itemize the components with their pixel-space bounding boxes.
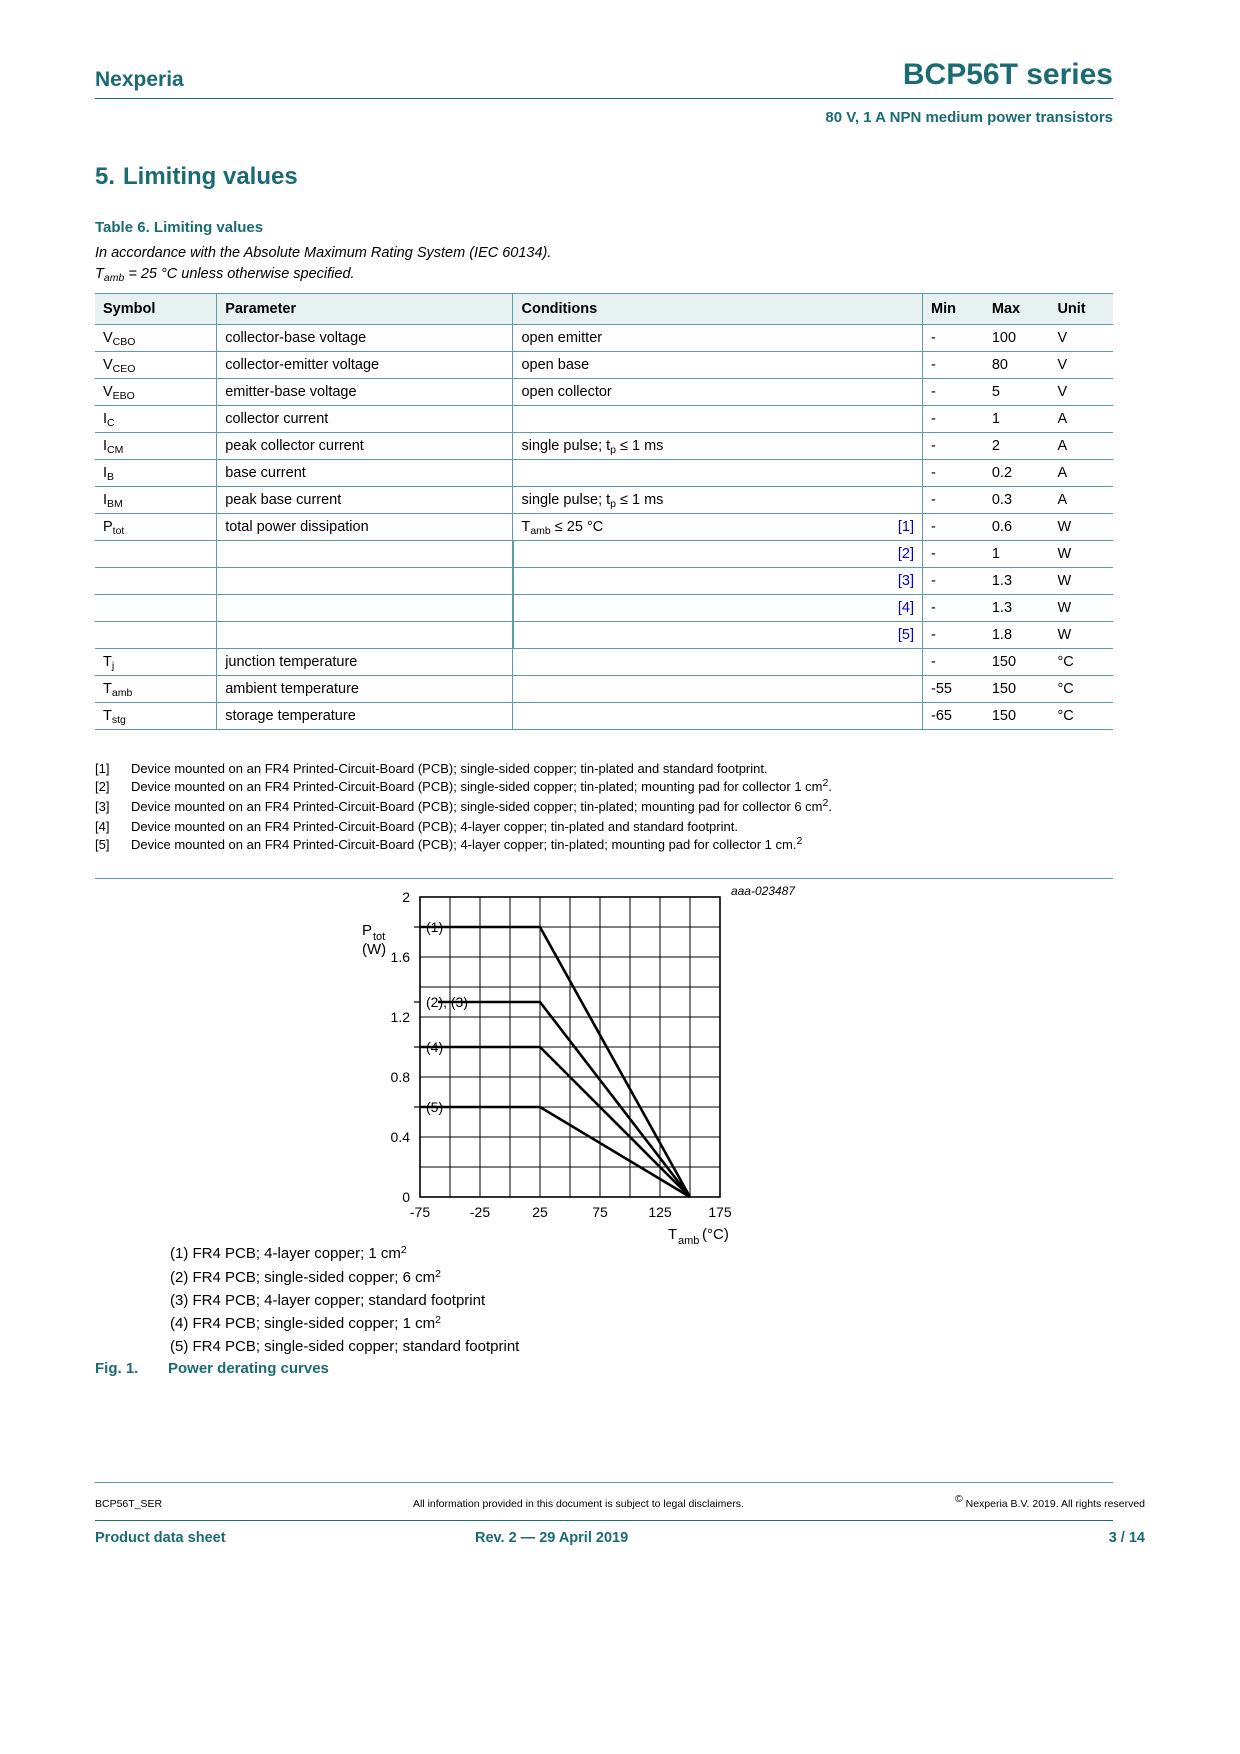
cell-unit: A [1049,487,1113,514]
table-row [95,649,1113,676]
cell-parameter: emitter-base voltage [217,379,513,406]
cell-unit: W [1049,622,1113,649]
cell-symbol [95,595,217,622]
cell-symbol [95,622,217,649]
footnote-ref-link[interactable]: [4] [857,595,923,622]
cell-unit: A [1049,406,1113,433]
table-row [95,406,1113,433]
cell-conditions [513,406,857,433]
x-axis-tick-label: 175 [708,1204,732,1220]
section-number: 5. [95,163,116,190]
cell-max: 2 [984,433,1050,460]
table-row [95,595,1113,622]
y-axis-tick-label: 1.2 [390,1009,410,1025]
page-title [95,163,298,191]
cell-min: - [922,568,983,595]
legend-item: (1) FR4 PCB; 4-layer copper; 1 $cm^2$ [170,1244,407,1262]
footer-doctype: Product data sheet [95,1530,226,1546]
cell-min: - [922,541,983,568]
cell-parameter: total power dissipation [217,514,513,541]
table-note-conditions: $T_{amb} = 25$ °C unless otherwise specified. [95,266,355,284]
cell-min: - [922,433,983,460]
cell-symbol [95,568,217,595]
cell-symbol: $T_{stg}$ [95,703,217,730]
column-header-min: Min [922,294,983,325]
cell-min: - [922,649,983,676]
cell-conditions: $T_{amb} \le 25$ °C [513,514,857,541]
product-subtitle: 80 V, 1 A NPN medium power transistors [825,109,1113,126]
cell-unit: V [1049,352,1113,379]
table-note-standard: In accordance with the Absolute Maximum Rating System (IEC 60134). [95,245,552,261]
cell-max: 1 [984,541,1050,568]
curve-label: (4) [426,1039,444,1055]
table-row [95,325,1113,352]
chart-svg [95,879,1113,1247]
x-axis-title-sub: amb [678,1235,700,1247]
cell-unit: W [1049,541,1113,568]
cell-max: 150 [984,649,1050,676]
footnote-ref-link[interactable]: [2] [857,541,923,568]
y-axis-tick-label: 1.6 [390,949,410,965]
curve-label: (2), (3) [426,994,468,1010]
footer-disclaimer: All information provided in this document is subject to legal disclaimers. [413,1498,744,1510]
figure-caption [95,1360,329,1377]
cell-conditions: open base [513,352,857,379]
conditions-rule [513,595,514,621]
figure-caption-text: Power derating curves [168,1360,329,1377]
table-row [95,514,1113,541]
derating-curve [438,1002,690,1197]
cell-parameter: collector-base voltage [217,325,513,352]
footer-revision: Rev. 2 — 29 April 2019 [475,1530,629,1546]
footnote-text: Device mounted on an FR4 Printed-Circuit-Board (PCB); single-sided copper; tin-plated and standard footprint. [131,761,768,776]
conditions-rule [513,622,514,648]
cell-symbol: $I_C$ [95,406,217,433]
cell-conditions [513,649,857,676]
cell-max: 100 [984,325,1050,352]
x-axis-tick-label: 125 [648,1204,672,1220]
cell-max: 150 [984,676,1050,703]
cell-min: - [922,352,983,379]
curve-label: (1) [426,919,444,935]
cell-symbol: $V_{EBO}$ [95,379,217,406]
y-axis-unit: (W) [362,941,387,958]
cell-parameter: base current [217,460,513,487]
cell-conditions: open emitter [513,325,857,352]
x-axis-tick-label: 25 [532,1204,548,1220]
cell-conditions: single pulse; $t_p \le 1$ ms [513,433,857,460]
cell-symbol: $I_{BM}$ [95,487,217,514]
table-row [95,622,1113,649]
cell-min: - [922,487,983,514]
cell-parameter: junction temperature [217,649,513,676]
table-caption: Table 6. Limiting values [95,219,264,236]
cell-min: - [922,325,983,352]
cell-parameter: collector current [217,406,513,433]
footnote-number: [1] [95,761,110,776]
cell-conditions [513,595,857,622]
cell-symbol: $V_{CBO}$ [95,325,217,352]
cell-ref [857,460,923,487]
cell-ref [857,325,923,352]
footnote-text: Device mounted on an FR4 Printed-Circuit-Board (PCB); 4-layer copper; tin-plated and standard footprint. [131,819,738,834]
footer-doc-id: BCP56T_SER [95,1498,163,1510]
cell-unit: V [1049,379,1113,406]
cell-conditions [513,703,857,730]
footnote-ref-link[interactable]: [5] [857,622,923,649]
header-divider [95,98,1113,99]
footnote-ref-link[interactable]: [1] [857,514,923,541]
cell-conditions [513,541,857,568]
cell-max: 1 [984,406,1050,433]
cell-parameter: collector-emitter voltage [217,352,513,379]
cell-max: 1.3 [984,568,1050,595]
cell-conditions [513,622,857,649]
cell-parameter [217,595,513,622]
footnote-item [95,836,1115,855]
cell-ref [857,406,923,433]
legend-item: (3) FR4 PCB; 4-layer copper; standard footprint [170,1292,486,1309]
x-axis-tick-label: 75 [592,1204,608,1220]
cell-conditions [513,460,857,487]
cell-unit: W [1049,595,1113,622]
table-row [95,703,1113,730]
cell-parameter [217,541,513,568]
cell-conditions [513,568,857,595]
cell-ref [857,487,923,514]
table-header-row [95,294,1113,325]
cell-unit: A [1049,460,1113,487]
x-axis-tick-label: -75 [409,1204,431,1220]
cell-symbol [95,541,217,568]
y-axis-title: P [362,922,373,939]
footnote-item [95,818,1115,835]
footer-pagenum: 3 / 14 [1108,1530,1145,1546]
company-logo-text: Nexperia [95,68,184,91]
x-axis-unit: (°C) [702,1226,729,1243]
cell-symbol: $T_j$ [95,649,217,676]
cell-unit: °C [1049,649,1113,676]
table-row [95,487,1113,514]
cell-unit: W [1049,568,1113,595]
legend-item: (4) FR4 PCB; single-sided copper; 1 $cm^2$ [170,1313,441,1332]
footnote-number: [5] [95,837,110,852]
cell-symbol: $V_{CEO}$ [95,352,217,379]
cell-min: - [922,460,983,487]
cell-max: 80 [984,352,1050,379]
cell-max: 0.2 [984,460,1050,487]
cell-min: - [922,406,983,433]
cell-unit: W [1049,514,1113,541]
table-row [95,433,1113,460]
table-row [95,676,1113,703]
legend-item: (2) FR4 PCB; single-sided copper; 6 $cm^2$ [170,1267,441,1286]
cell-ref [857,379,923,406]
cell-parameter [217,622,513,649]
cell-ref [857,703,923,730]
footnotes-list [95,760,1115,856]
cell-conditions: open collector [513,379,857,406]
cell-ref [857,352,923,379]
cell-conditions: single pulse; $t_p \le 1$ ms [513,487,857,514]
legend-item: (5) FR4 PCB; single-sided copper; standard footprint [170,1338,520,1355]
cell-parameter: ambient temperature [217,676,513,703]
footnote-item [95,798,1115,817]
footnote-item [95,760,1115,777]
cell-parameter: storage temperature [217,703,513,730]
cell-max: 0.6 [984,514,1050,541]
chart-legend [170,1243,519,1359]
cell-max: 150 [984,703,1050,730]
cell-symbol: $P_{tot}$ [95,514,217,541]
cell-parameter: peak collector current [217,433,513,460]
footer-divider [95,1482,1113,1483]
y-axis-tick-label: 2 [402,889,410,905]
cell-max: 0.3 [984,487,1050,514]
y-axis-tick-label: 0.8 [390,1069,410,1085]
footnote-text: Device mounted on an FR4 Printed-Circuit-Board (PCB); 4-layer copper; tin-plated; mounting pad for collector 1 cm.$^2$ [131,835,803,852]
figure-caption-label: Fig. 1. [95,1360,139,1377]
figure-code: aaa-023487 [730,884,795,898]
footnote-number: [4] [95,819,110,834]
table-row [95,568,1113,595]
cell-unit: °C [1049,703,1113,730]
cell-parameter: peak base current [217,487,513,514]
cell-ref [857,649,923,676]
cell-parameter [217,568,513,595]
cell-unit: °C [1049,676,1113,703]
cell-symbol: $T_{amb}$ [95,676,217,703]
column-header-conditions: Conditions [513,294,923,325]
table-row [95,460,1113,487]
y-axis-title-sub: tot [373,931,386,943]
conditions-rule [513,568,514,594]
column-header-symbol: Symbol [95,294,217,325]
page-header [95,58,1113,126]
curve-label: (5) [426,1099,444,1115]
power-derating-chart [95,879,1113,1247]
cell-min: -65 [922,703,983,730]
table-row [95,379,1113,406]
cell-max: 1.3 [984,595,1050,622]
limiting-values-table [95,293,1113,730]
y-axis-tick-label: 0 [402,1189,410,1205]
cell-max: 1.8 [984,622,1050,649]
footnote-ref-link[interactable]: [3] [857,568,923,595]
section-title-text: Limiting values [123,163,298,190]
conditions-rule [513,541,514,567]
cell-symbol: $I_{CM}$ [95,433,217,460]
x-axis-tick-label: -25 [469,1204,491,1220]
cell-min: - [922,595,983,622]
cell-min: - [922,514,983,541]
cell-min: -55 [922,676,983,703]
column-header-parameter: Parameter [217,294,513,325]
cell-conditions [513,676,857,703]
cell-unit: V [1049,325,1113,352]
cell-max: 5 [984,379,1050,406]
cell-min: - [922,379,983,406]
footnote-item [95,778,1115,797]
table-row [95,352,1113,379]
footnote-text: Device mounted on an FR4 Printed-Circuit-Board (PCB); single-sided copper; tin-plated; mounting pad for collector 1 $cm^2$. [131,777,832,794]
table-row [95,541,1113,568]
x-axis-title: T [668,1226,678,1243]
derating-curve [420,1107,690,1197]
product-title: BCP56T series [902,58,1113,91]
footnote-number: [3] [95,799,110,814]
column-header-max: Max [984,294,1050,325]
figure-block [95,878,1113,1247]
cell-ref [857,433,923,460]
footer-copyright: © Nexperia B.V. 2019. All rights reserved [954,1493,1145,1510]
column-header-unit: Unit [1049,294,1113,325]
cell-symbol: $I_B$ [95,460,217,487]
footnote-number: [2] [95,779,110,794]
cell-min: - [922,622,983,649]
y-axis-tick-label: 0.4 [390,1129,410,1145]
cell-unit: A [1049,433,1113,460]
footer-divider-2 [95,1520,1113,1521]
footnote-text: Device mounted on an FR4 Printed-Circuit-Board (PCB); single-sided copper; tin-plated; mounting pad for collector 6 $cm^2$. [131,797,832,814]
cell-ref [857,676,923,703]
